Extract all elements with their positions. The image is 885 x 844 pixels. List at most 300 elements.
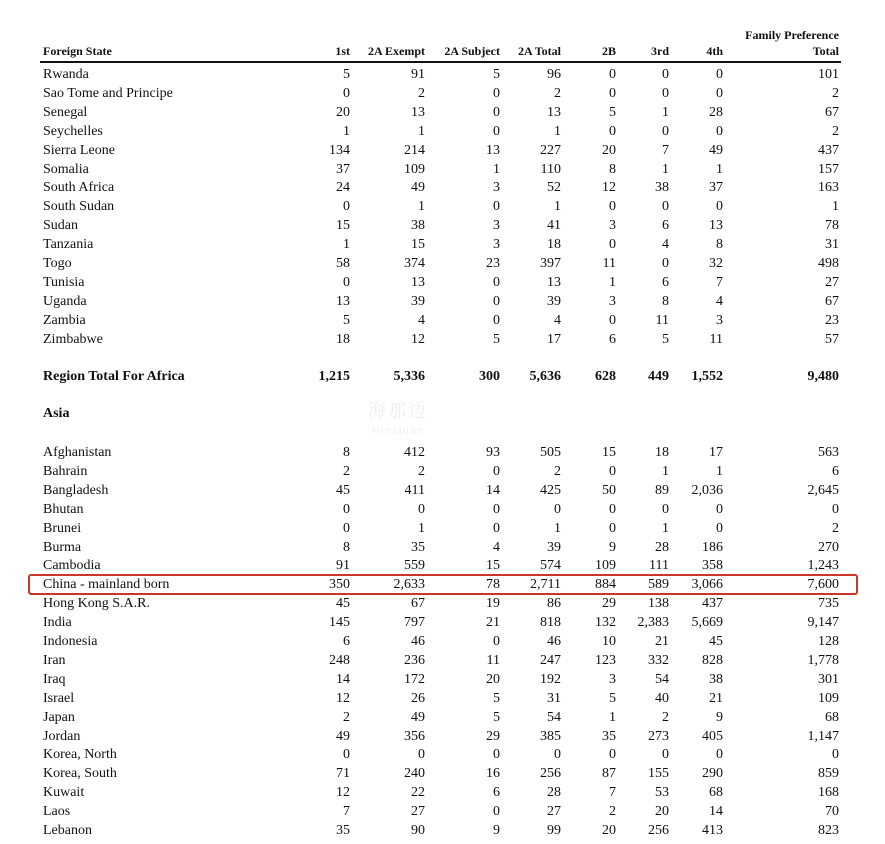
cell-4th: 68 bbox=[709, 785, 723, 801]
country-name: Korea, South bbox=[43, 766, 117, 782]
cell-3rd: 4 bbox=[662, 237, 669, 253]
cell-2a-total: 99 bbox=[547, 823, 561, 838]
cell-2a-subject: 0 bbox=[493, 501, 500, 517]
cell-1st: 24 bbox=[336, 180, 350, 196]
cell-2a-exempt: 38 bbox=[411, 218, 425, 234]
cell-2a-total: 574 bbox=[540, 558, 561, 574]
country-name: Afghanistan bbox=[43, 445, 112, 460]
cell-2a-subject: 5 bbox=[493, 709, 500, 725]
cell-1st: 5 bbox=[343, 67, 350, 82]
cell-4th: 413 bbox=[702, 823, 723, 838]
cell-family-preference-total: 9,147 bbox=[807, 615, 839, 631]
cell-1st: 7 bbox=[343, 804, 350, 820]
cell-1st: 13 bbox=[336, 293, 350, 309]
cell-2b: 0 bbox=[609, 463, 616, 479]
cell-2a-exempt: 2 bbox=[418, 85, 425, 101]
cell-4th: 3 bbox=[716, 312, 723, 328]
cell-4th: 1 bbox=[716, 463, 723, 479]
header-family-preference: Family Preference bbox=[745, 28, 839, 42]
cell-family-preference-total: 2 bbox=[832, 520, 839, 536]
cell-2b: 0 bbox=[609, 237, 616, 253]
cell-2b: 0 bbox=[609, 123, 616, 139]
cell-family-preference-total: 0 bbox=[832, 747, 839, 763]
cell-2a-total: 110 bbox=[540, 161, 561, 177]
cell-1st: 0 bbox=[343, 85, 350, 101]
cell-2a-exempt: 411 bbox=[404, 482, 425, 498]
cell-family-preference-total: 823 bbox=[818, 823, 839, 838]
watermark: 海那边 Hinabian bbox=[368, 401, 428, 437]
cell-2a-total: 397 bbox=[540, 256, 561, 271]
cell-3rd: 89 bbox=[655, 482, 669, 498]
cell-2b: 20 bbox=[602, 823, 616, 838]
country-name: Lebanon bbox=[43, 823, 92, 838]
cell-4th: 358 bbox=[702, 558, 723, 574]
country-name: Bahrain bbox=[43, 463, 88, 479]
cell-1st: 49 bbox=[336, 728, 350, 744]
cell-3rd: 18 bbox=[655, 445, 669, 460]
cell-4th: 38 bbox=[709, 671, 723, 687]
cell-2a-exempt: 13 bbox=[411, 104, 425, 120]
country-name: Zimbabwe bbox=[43, 331, 103, 347]
country-name: Japan bbox=[43, 709, 75, 725]
cell-3rd: 256 bbox=[648, 823, 669, 838]
cell-2a-subject: 9 bbox=[493, 823, 500, 838]
cell-family-preference-total: 0 bbox=[832, 501, 839, 517]
cell-2a-subject: 300 bbox=[479, 369, 500, 384]
cell-3rd: 0 bbox=[662, 123, 669, 139]
section-heading-asia: Asia bbox=[43, 406, 70, 421]
cell-2a-subject: 4 bbox=[493, 539, 500, 555]
cell-3rd: 2,383 bbox=[637, 615, 669, 631]
cell-2a-total: 13 bbox=[547, 274, 561, 290]
cell-1st: 0 bbox=[343, 747, 350, 763]
cell-2a-subject: 1 bbox=[493, 161, 500, 177]
cell-family-preference-total: 67 bbox=[825, 104, 839, 120]
country-name: Brunei bbox=[43, 520, 82, 536]
cell-3rd: 0 bbox=[662, 199, 669, 215]
cell-family-preference-total: 2 bbox=[832, 123, 839, 139]
cell-2a-exempt: 35 bbox=[411, 539, 425, 555]
cell-2a-subject: 20 bbox=[486, 671, 500, 687]
cell-2b: 7 bbox=[609, 785, 616, 801]
cell-2a-exempt: 5,336 bbox=[393, 369, 425, 384]
cell-2a-subject: 0 bbox=[493, 463, 500, 479]
cell-2a-total: 1 bbox=[554, 123, 561, 139]
cell-2a-exempt: 214 bbox=[404, 142, 425, 158]
cell-2a-exempt: 109 bbox=[404, 161, 425, 177]
cell-4th: 437 bbox=[702, 596, 723, 612]
cell-2a-subject: 0 bbox=[493, 274, 500, 290]
cell-1st: 0 bbox=[343, 274, 350, 290]
cell-2a-total: 27 bbox=[547, 804, 561, 820]
cell-2a-total: 505 bbox=[540, 445, 561, 460]
cell-2b: 123 bbox=[595, 652, 616, 668]
cell-1st: 20 bbox=[336, 104, 350, 120]
header-total: Total bbox=[812, 44, 839, 58]
cell-2b: 5 bbox=[609, 104, 616, 120]
cell-3rd: 1 bbox=[662, 161, 669, 177]
header-rule bbox=[40, 61, 841, 63]
header-2a-total: 2A Total bbox=[517, 44, 561, 58]
cell-4th: 4 bbox=[716, 293, 723, 309]
cell-3rd: 0 bbox=[662, 67, 669, 82]
cell-2a-subject: 16 bbox=[486, 766, 500, 782]
cell-2b: 1 bbox=[609, 709, 616, 725]
cell-2b: 87 bbox=[602, 766, 616, 782]
header-4th: 4th bbox=[706, 44, 723, 58]
cell-3rd: 21 bbox=[655, 634, 669, 649]
cell-2a-exempt: 49 bbox=[411, 709, 425, 725]
cell-2a-total: 192 bbox=[540, 671, 561, 687]
cell-2b: 8 bbox=[609, 161, 616, 177]
cell-1st: 58 bbox=[336, 256, 350, 271]
cell-3rd: 6 bbox=[662, 218, 669, 234]
cell-2a-total: 31 bbox=[547, 690, 561, 706]
cell-2a-total: 96 bbox=[547, 67, 561, 82]
cell-2a-total: 86 bbox=[547, 596, 561, 612]
cell-1st: 1 bbox=[343, 123, 350, 139]
cell-2a-exempt: 1 bbox=[418, 199, 425, 215]
cell-3rd: 8 bbox=[662, 293, 669, 309]
cell-4th: 1,552 bbox=[691, 369, 723, 384]
header-foreign-state: Foreign State bbox=[43, 44, 112, 58]
cell-2a-subject: 78 bbox=[486, 577, 500, 593]
cell-2a-total: 18 bbox=[547, 237, 561, 253]
cell-family-preference-total: 7,600 bbox=[807, 577, 839, 593]
cell-family-preference-total: 1 bbox=[832, 199, 839, 215]
cell-family-preference-total: 437 bbox=[818, 142, 839, 158]
cell-4th: 0 bbox=[716, 747, 723, 763]
cell-family-preference-total: 157 bbox=[818, 161, 839, 177]
cell-family-preference-total: 2,645 bbox=[807, 482, 839, 498]
cell-2a-total: 425 bbox=[540, 482, 561, 498]
cell-3rd: 449 bbox=[648, 369, 669, 384]
cell-2a-total: 0 bbox=[554, 501, 561, 517]
cell-2a-exempt: 15 bbox=[411, 237, 425, 253]
cell-3rd: 38 bbox=[655, 180, 669, 196]
cell-3rd: 6 bbox=[662, 274, 669, 290]
cell-2a-exempt: 559 bbox=[404, 558, 425, 574]
cell-2a-subject: 0 bbox=[493, 199, 500, 215]
cell-2a-subject: 3 bbox=[493, 218, 500, 234]
cell-2a-total: 13 bbox=[547, 104, 561, 120]
country-name: Togo bbox=[43, 256, 72, 271]
cell-2b: 50 bbox=[602, 482, 616, 498]
cell-family-preference-total: 1,778 bbox=[807, 652, 839, 668]
cell-2a-total: 1 bbox=[554, 520, 561, 536]
cell-2a-total: 28 bbox=[547, 785, 561, 801]
country-name: Bhutan bbox=[43, 501, 84, 517]
cell-4th: 405 bbox=[702, 728, 723, 744]
country-name: Iraq bbox=[43, 671, 66, 687]
country-name: Sao Tome and Principe bbox=[43, 85, 173, 101]
cell-2b: 9 bbox=[609, 539, 616, 555]
cell-1st: 5 bbox=[343, 312, 350, 328]
cell-2a-subject: 0 bbox=[493, 804, 500, 820]
country-name: Korea, North bbox=[43, 747, 117, 763]
cell-1st: 1,215 bbox=[318, 369, 350, 384]
cell-1st: 37 bbox=[336, 161, 350, 177]
header-2b: 2B bbox=[601, 44, 616, 58]
cell-2a-subject: 5 bbox=[493, 67, 500, 82]
cell-4th: 0 bbox=[716, 123, 723, 139]
cell-family-preference-total: 101 bbox=[818, 67, 839, 82]
cell-1st: 45 bbox=[336, 482, 350, 498]
country-name: Zambia bbox=[43, 312, 86, 328]
country-name: Sierra Leone bbox=[43, 142, 115, 158]
cell-3rd: 332 bbox=[648, 652, 669, 668]
cell-family-preference-total: 9,480 bbox=[807, 369, 839, 384]
country-name: Uganda bbox=[43, 293, 87, 309]
cell-2a-subject: 93 bbox=[486, 445, 500, 460]
cell-1st: 1 bbox=[343, 237, 350, 253]
cell-3rd: 5 bbox=[662, 331, 669, 347]
cell-2a-subject: 0 bbox=[493, 312, 500, 328]
cell-2a-total: 5,636 bbox=[529, 369, 561, 384]
cell-2b: 884 bbox=[595, 577, 616, 593]
cell-family-preference-total: 498 bbox=[818, 256, 839, 271]
cell-2a-exempt: 0 bbox=[418, 501, 425, 517]
cell-2a-exempt: 26 bbox=[411, 690, 425, 706]
cell-family-preference-total: 70 bbox=[825, 804, 839, 820]
cell-4th: 37 bbox=[709, 180, 723, 196]
cell-2a-subject: 0 bbox=[493, 634, 500, 649]
cell-3rd: 0 bbox=[662, 501, 669, 517]
country-name: China - mainland born bbox=[43, 577, 170, 593]
cell-1st: 134 bbox=[329, 142, 350, 158]
cell-family-preference-total: 6 bbox=[832, 463, 839, 479]
cell-1st: 91 bbox=[336, 558, 350, 574]
cell-2a-subject: 0 bbox=[493, 104, 500, 120]
country-name: Tunisia bbox=[43, 274, 85, 290]
country-name: Senegal bbox=[43, 104, 88, 120]
cell-2b: 15 bbox=[602, 445, 616, 460]
cell-2b: 3 bbox=[609, 293, 616, 309]
country-name: India bbox=[43, 615, 72, 631]
cell-4th: 21 bbox=[709, 690, 723, 706]
cell-2a-subject: 15 bbox=[486, 558, 500, 574]
cell-1st: 35 bbox=[336, 823, 350, 838]
cell-4th: 14 bbox=[709, 804, 723, 820]
cell-family-preference-total: 1,243 bbox=[807, 558, 839, 574]
cell-2a-exempt: 13 bbox=[411, 274, 425, 290]
cell-2b: 29 bbox=[602, 596, 616, 612]
cell-2b: 0 bbox=[609, 199, 616, 215]
cell-2b: 0 bbox=[609, 747, 616, 763]
cell-2b: 109 bbox=[595, 558, 616, 574]
cell-2a-exempt: 797 bbox=[404, 615, 425, 631]
cell-4th: 11 bbox=[709, 331, 723, 347]
country-name: Rwanda bbox=[43, 67, 89, 82]
cell-4th: 7 bbox=[716, 274, 723, 290]
cell-2b: 6 bbox=[609, 331, 616, 347]
cell-4th: 0 bbox=[716, 199, 723, 215]
cell-2a-exempt: 1 bbox=[418, 123, 425, 139]
cell-2a-total: 39 bbox=[547, 539, 561, 555]
cell-2a-subject: 14 bbox=[486, 482, 500, 498]
cell-4th: 0 bbox=[716, 85, 723, 101]
country-name: Laos bbox=[43, 804, 71, 820]
cell-3rd: 53 bbox=[655, 785, 669, 801]
cell-family-preference-total: 23 bbox=[825, 312, 839, 328]
cell-family-preference-total: 67 bbox=[825, 293, 839, 309]
cell-2a-total: 46 bbox=[547, 634, 561, 649]
cell-2a-exempt: 91 bbox=[411, 67, 425, 82]
header-1st: 1st bbox=[335, 44, 350, 58]
cell-2b: 0 bbox=[609, 85, 616, 101]
cell-2b: 0 bbox=[609, 312, 616, 328]
cell-4th: 2,036 bbox=[691, 482, 723, 498]
cell-2a-total: 2,711 bbox=[530, 577, 561, 593]
cell-3rd: 20 bbox=[655, 804, 669, 820]
cell-3rd: 155 bbox=[648, 766, 669, 782]
cell-2a-exempt: 356 bbox=[404, 728, 425, 744]
cell-2a-exempt: 4 bbox=[418, 312, 425, 328]
cell-2a-exempt: 2,633 bbox=[393, 577, 425, 593]
cell-2a-total: 54 bbox=[547, 709, 561, 725]
cell-4th: 290 bbox=[702, 766, 723, 782]
cell-3rd: 1 bbox=[662, 104, 669, 120]
cell-4th: 0 bbox=[716, 520, 723, 536]
cell-2b: 20 bbox=[602, 142, 616, 158]
cell-4th: 186 bbox=[702, 539, 723, 555]
cell-3rd: 1 bbox=[662, 463, 669, 479]
cell-2a-total: 2 bbox=[554, 85, 561, 101]
cell-4th: 0 bbox=[716, 501, 723, 517]
cell-2a-exempt: 2 bbox=[418, 463, 425, 479]
cell-2a-exempt: 67 bbox=[411, 596, 425, 612]
cell-4th: 45 bbox=[709, 634, 723, 649]
country-name: Sudan bbox=[43, 218, 78, 234]
country-name: Region Total For Africa bbox=[43, 369, 185, 384]
cell-family-preference-total: 859 bbox=[818, 766, 839, 782]
cell-2a-subject: 0 bbox=[493, 85, 500, 101]
cell-2b: 0 bbox=[609, 67, 616, 82]
cell-3rd: 589 bbox=[648, 577, 669, 593]
cell-family-preference-total: 168 bbox=[818, 785, 839, 801]
cell-2a-subject: 11 bbox=[486, 652, 500, 668]
cell-family-preference-total: 1,147 bbox=[807, 728, 839, 744]
cell-1st: 12 bbox=[336, 785, 350, 801]
cell-2b: 2 bbox=[609, 804, 616, 820]
cell-3rd: 138 bbox=[648, 596, 669, 612]
cell-4th: 0 bbox=[716, 67, 723, 82]
cell-2a-exempt: 374 bbox=[404, 256, 425, 271]
country-name: Iran bbox=[43, 652, 66, 668]
cell-2a-subject: 3 bbox=[493, 237, 500, 253]
country-name: Kuwait bbox=[43, 785, 85, 801]
cell-2a-exempt: 90 bbox=[411, 823, 425, 838]
cell-2b: 5 bbox=[609, 690, 616, 706]
country-name: South Africa bbox=[43, 180, 115, 196]
cell-2a-subject: 0 bbox=[493, 520, 500, 536]
country-name: Israel bbox=[43, 690, 75, 706]
country-name: Seychelles bbox=[43, 123, 103, 139]
country-name: Cambodia bbox=[43, 558, 101, 574]
cell-2a-total: 256 bbox=[540, 766, 561, 782]
cell-2a-subject: 3 bbox=[493, 180, 500, 196]
country-name: Somalia bbox=[43, 161, 89, 177]
cell-2a-total: 1 bbox=[554, 199, 561, 215]
cell-2b: 3 bbox=[609, 218, 616, 234]
cell-2b: 35 bbox=[602, 728, 616, 744]
cell-4th: 1 bbox=[716, 161, 723, 177]
cell-1st: 0 bbox=[343, 520, 350, 536]
cell-family-preference-total: 31 bbox=[825, 237, 839, 253]
cell-1st: 18 bbox=[336, 331, 350, 347]
cell-1st: 14 bbox=[336, 671, 350, 687]
cell-1st: 15 bbox=[336, 218, 350, 234]
cell-2a-subject: 23 bbox=[486, 256, 500, 271]
cell-1st: 248 bbox=[329, 652, 350, 668]
cell-2a-exempt: 39 bbox=[411, 293, 425, 309]
country-name: Bangladesh bbox=[43, 482, 109, 498]
cell-2a-total: 0 bbox=[554, 747, 561, 763]
cell-2a-subject: 13 bbox=[486, 142, 500, 158]
cell-2b: 10 bbox=[602, 634, 616, 649]
cell-3rd: 273 bbox=[648, 728, 669, 744]
cell-2b: 11 bbox=[602, 256, 616, 271]
cell-2a-exempt: 0 bbox=[418, 747, 425, 763]
cell-1st: 2 bbox=[343, 709, 350, 725]
cell-4th: 17 bbox=[709, 445, 723, 460]
cell-family-preference-total: 27 bbox=[825, 274, 839, 290]
cell-1st: 6 bbox=[343, 634, 350, 649]
cell-family-preference-total: 301 bbox=[818, 671, 839, 687]
cell-3rd: 0 bbox=[662, 747, 669, 763]
cell-2b: 0 bbox=[609, 501, 616, 517]
cell-1st: 0 bbox=[343, 501, 350, 517]
cell-2a-subject: 6 bbox=[493, 785, 500, 801]
cell-2b: 1 bbox=[609, 274, 616, 290]
cell-family-preference-total: 68 bbox=[825, 709, 839, 725]
cell-1st: 71 bbox=[336, 766, 350, 782]
header-2a-exempt: 2A Exempt bbox=[368, 44, 425, 58]
cell-2a-total: 52 bbox=[547, 180, 561, 196]
cell-2a-subject: 0 bbox=[493, 123, 500, 139]
cell-4th: 3,066 bbox=[691, 577, 723, 593]
cell-1st: 45 bbox=[336, 596, 350, 612]
cell-2a-subject: 21 bbox=[486, 615, 500, 631]
country-name: Burma bbox=[43, 539, 82, 555]
country-name: Tanzania bbox=[43, 237, 94, 253]
cell-2a-exempt: 240 bbox=[404, 766, 425, 782]
cell-2a-subject: 5 bbox=[493, 331, 500, 347]
cell-4th: 5,669 bbox=[691, 615, 723, 631]
cell-2b: 0 bbox=[609, 520, 616, 536]
cell-2a-total: 227 bbox=[540, 142, 561, 158]
cell-2a-subject: 29 bbox=[486, 728, 500, 744]
header-2a-subject: 2A Subject bbox=[444, 44, 500, 58]
cell-4th: 28 bbox=[709, 104, 723, 120]
cell-2b: 628 bbox=[595, 369, 616, 384]
cell-4th: 8 bbox=[716, 237, 723, 253]
country-name: Jordan bbox=[43, 728, 81, 744]
cell-2a-exempt: 22 bbox=[411, 785, 425, 801]
cell-3rd: 11 bbox=[655, 312, 669, 328]
cell-2a-exempt: 172 bbox=[404, 671, 425, 687]
cell-2a-exempt: 1 bbox=[418, 520, 425, 536]
cell-family-preference-total: 78 bbox=[825, 218, 839, 234]
cell-4th: 32 bbox=[709, 256, 723, 271]
cell-family-preference-total: 57 bbox=[825, 331, 839, 347]
cell-4th: 9 bbox=[716, 709, 723, 725]
cell-family-preference-total: 2 bbox=[832, 85, 839, 101]
cell-2a-exempt: 27 bbox=[411, 804, 425, 820]
cell-1st: 145 bbox=[329, 615, 350, 631]
cell-3rd: 54 bbox=[655, 671, 669, 687]
cell-3rd: 28 bbox=[655, 539, 669, 555]
